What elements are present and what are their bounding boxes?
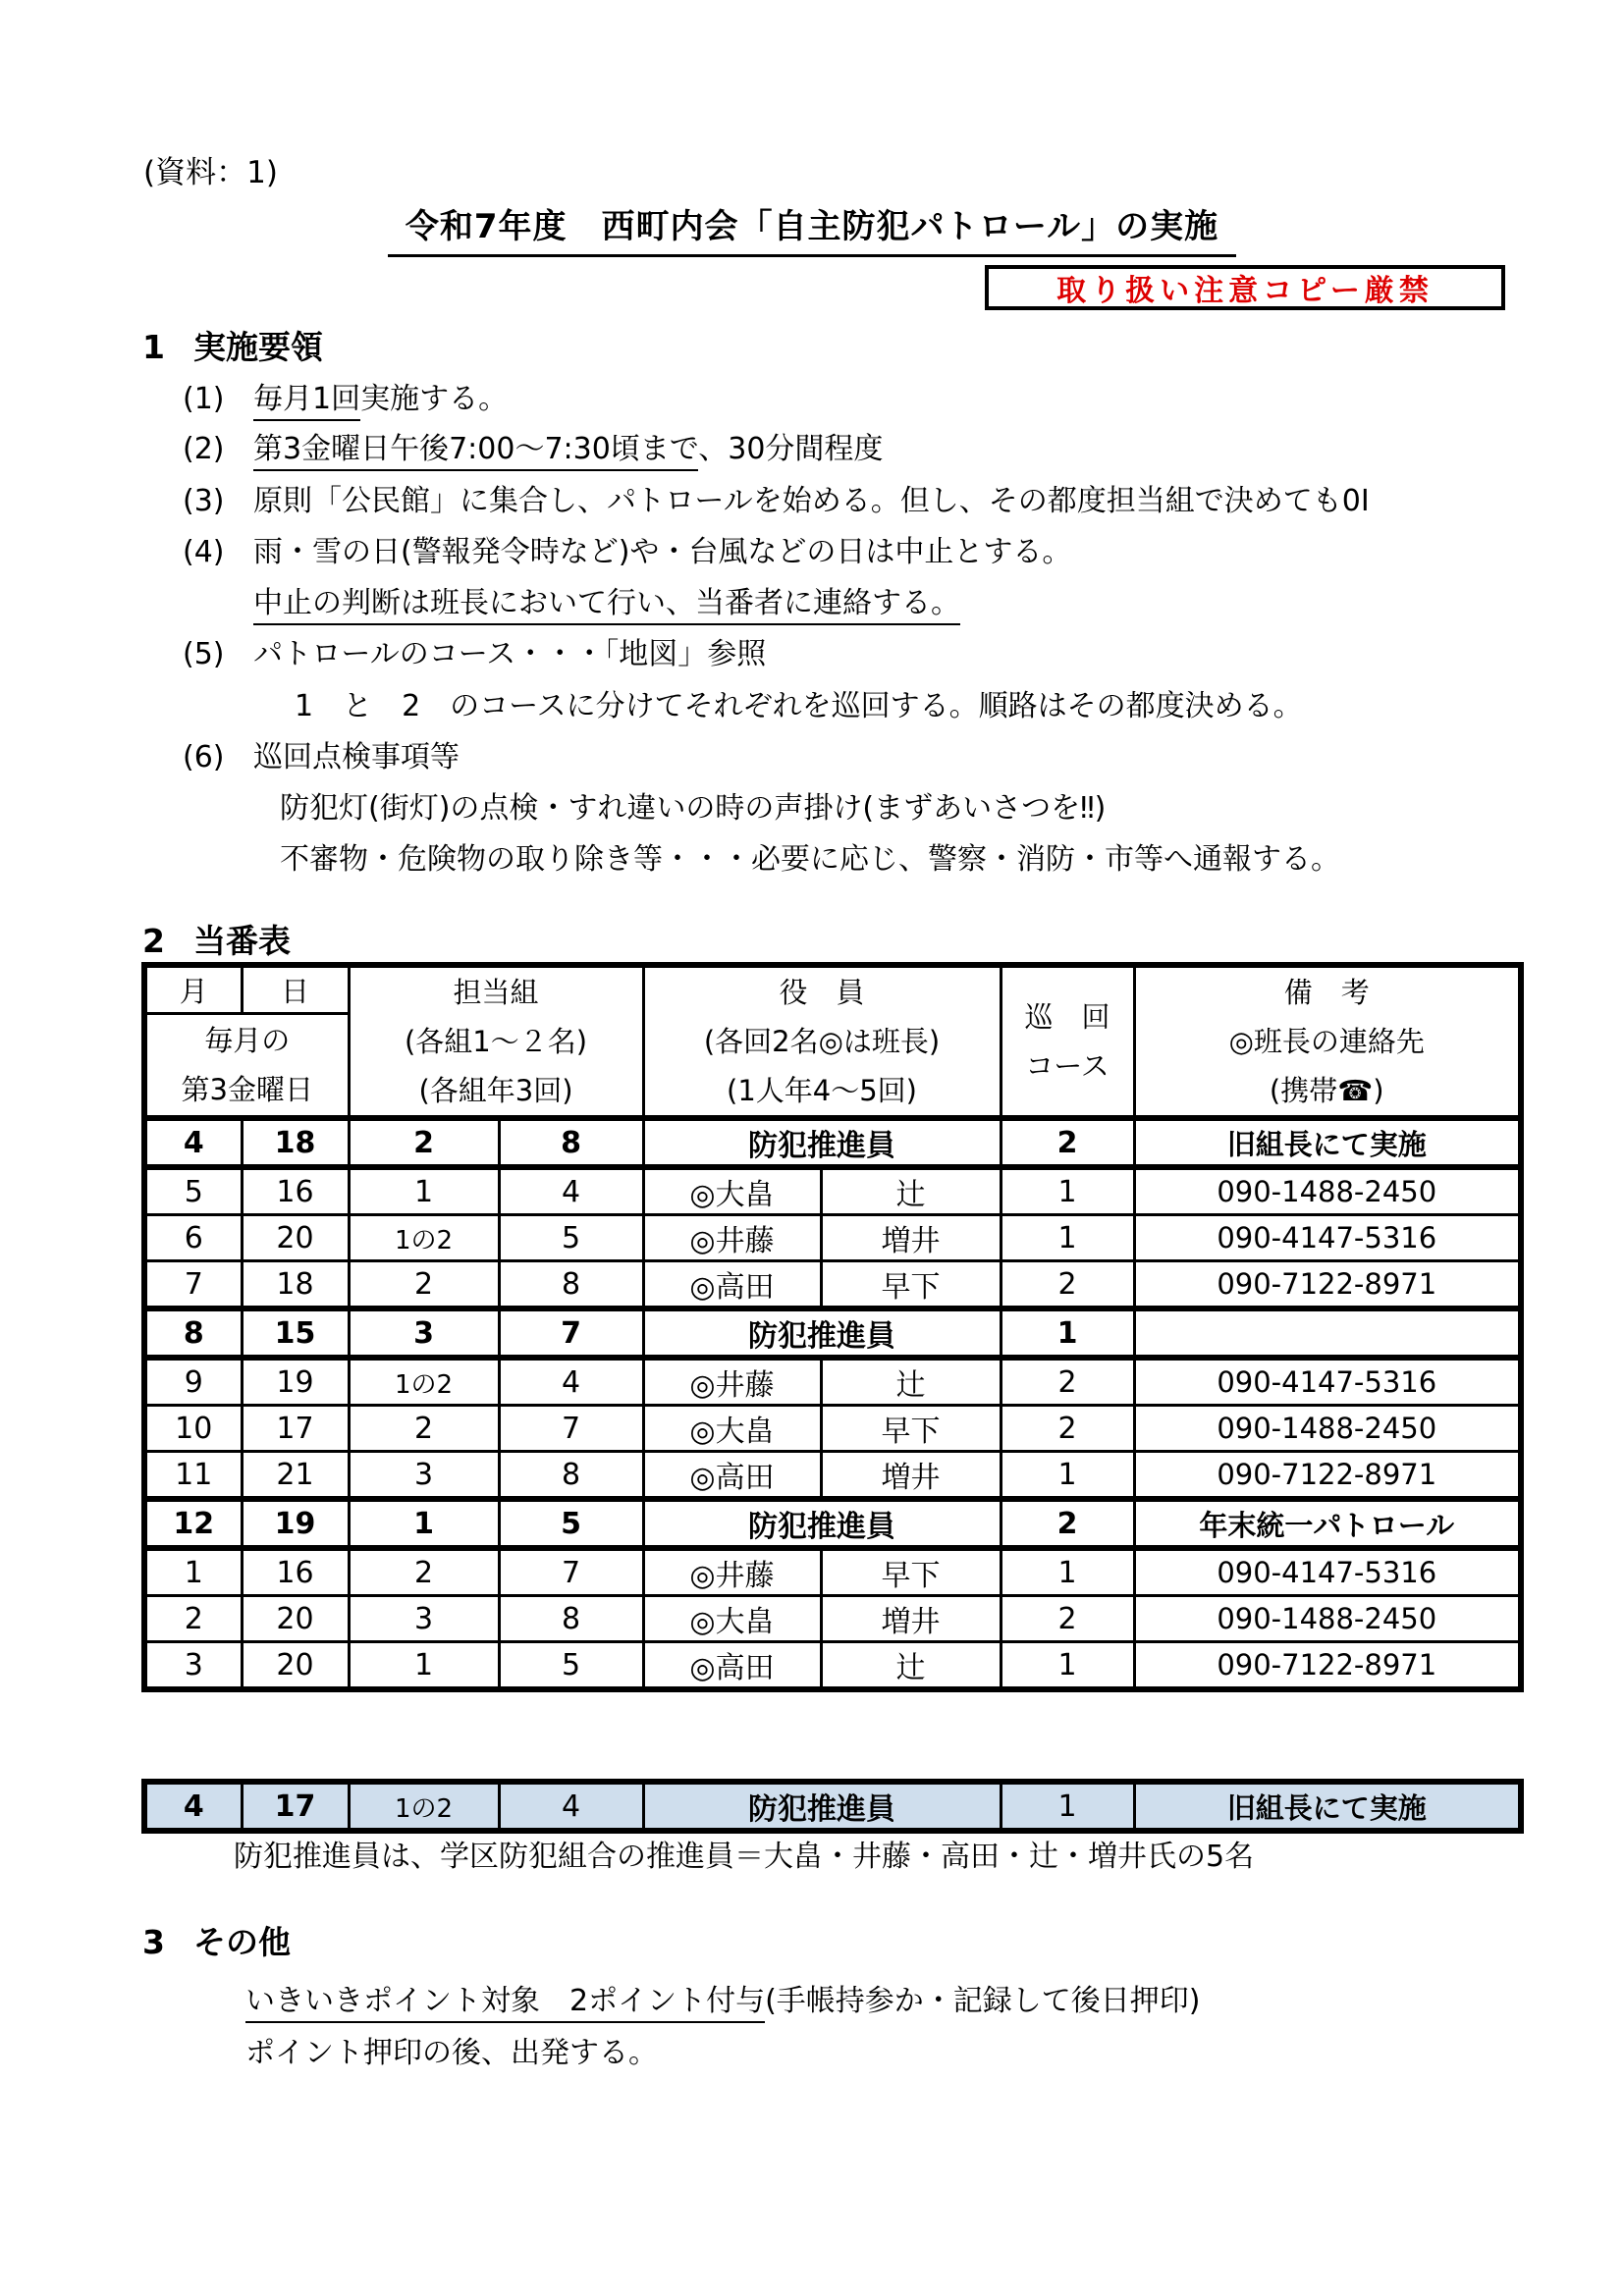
extra-month: 4 — [144, 1782, 242, 1831]
item-1-rest: 実施する。 — [360, 382, 509, 416]
item-5 — [183, 629, 766, 672]
header-group — [349, 965, 643, 1118]
duty-row — [144, 1118, 1521, 1167]
cell-month: 7 — [144, 1261, 242, 1309]
duty-row — [144, 1642, 1521, 1690]
cell-leader: ◎大畠 — [643, 1406, 821, 1452]
item-6-subline-1: 防犯灯(街灯)の点検・すれ違いの時の声掛け(まずあいさつを‼) — [280, 791, 1107, 826]
title-row — [0, 199, 1624, 257]
section3-line1-underlined: いきいきポイント対象 2ポイント付与 — [245, 1984, 765, 2023]
cell-note: 090-4147-5316 — [1134, 1548, 1521, 1596]
header-row-top — [144, 965, 1521, 1013]
cell-day: 21 — [242, 1452, 349, 1500]
cell-member: 辻 — [821, 1358, 1001, 1406]
cell-group1: 1の2 — [349, 1215, 499, 1261]
duty-row — [144, 1548, 1521, 1596]
cell-day: 17 — [242, 1406, 349, 1452]
cell-course: 1 — [1001, 1548, 1134, 1596]
cell-group1: 3 — [349, 1308, 499, 1358]
cell-course: 2 — [1001, 1118, 1134, 1167]
item-4-subline — [253, 578, 960, 621]
section3-title: その他 — [193, 1923, 291, 1961]
cell-leader: ◎井藤 — [643, 1548, 821, 1596]
cell-yakuin: 防犯推進員 — [643, 1499, 1001, 1548]
cell-note: 090-4147-5316 — [1134, 1358, 1521, 1406]
cell-day: 18 — [242, 1261, 349, 1309]
header-biko-line1: 備 考 — [1283, 976, 1370, 1009]
cell-group2: 4 — [499, 1167, 643, 1215]
cell-leader: ◎井藤 — [643, 1215, 821, 1261]
header-group-line3: (各組年3回) — [418, 1074, 573, 1107]
extra-group2: 4 — [499, 1782, 643, 1831]
item-6 — [183, 732, 460, 775]
next-year-row — [144, 1782, 1521, 1831]
cell-member: 辻 — [821, 1167, 1001, 1215]
table-footnote: 防犯推進員は、学区防犯組合の推進員＝大畠・井藤・高田・辻・増井氏の5名 — [234, 1840, 1255, 1874]
doc-reference: (資料：1) — [143, 155, 278, 190]
page-title: 令和7年度 西町内会「自主防犯パトロール」の実施 — [388, 199, 1236, 257]
duty-row — [144, 1596, 1521, 1642]
cell-month: 10 — [144, 1406, 242, 1452]
extra-note: 旧組長にて実施 — [1134, 1782, 1521, 1831]
cell-day: 20 — [242, 1596, 349, 1642]
section3-line1-rest: (手帳持参か・記録して後日押印) — [765, 1984, 1201, 2018]
section2-number: 2 — [142, 922, 165, 960]
cell-month: 12 — [144, 1499, 242, 1548]
header-biko — [1134, 965, 1521, 1118]
section1-title: 実施要領 — [193, 328, 323, 366]
item-3 — [183, 476, 1370, 519]
duty-row — [144, 1167, 1521, 1215]
cell-note — [1134, 1308, 1521, 1358]
cell-day: 18 — [242, 1118, 349, 1167]
duty-row — [144, 1406, 1521, 1452]
section3-heading — [142, 1917, 291, 1963]
cell-member: 増井 — [821, 1215, 1001, 1261]
cell-group1: 2 — [349, 1118, 499, 1167]
section1-heading — [142, 322, 323, 368]
item-6-number: (6) — [183, 740, 225, 774]
duty-row — [144, 1261, 1521, 1309]
cell-member: 早下 — [821, 1261, 1001, 1309]
cell-group2: 7 — [499, 1548, 643, 1596]
duty-row — [144, 1215, 1521, 1261]
cell-note: 090-7122-8971 — [1134, 1261, 1521, 1309]
cell-note: 090-7122-8971 — [1134, 1452, 1521, 1500]
header-course — [1001, 965, 1134, 1118]
item-3-text: 原則「公民館」に集合し、パトロールを始める。但し、その都度担当組で決めても0I — [253, 484, 1370, 518]
cell-member: 早下 — [821, 1406, 1001, 1452]
cell-group2: 7 — [499, 1308, 643, 1358]
cell-course: 1 — [1001, 1167, 1134, 1215]
extra-yakuin: 防犯推進員 — [643, 1782, 1001, 1831]
cell-note: 年末統一パトロール — [1134, 1499, 1521, 1548]
cell-member: 早下 — [821, 1548, 1001, 1596]
cell-course: 1 — [1001, 1452, 1134, 1500]
extra-course: 1 — [1001, 1782, 1134, 1831]
extra-day: 17 — [242, 1782, 349, 1831]
item-5-subline: 1 と 2 のコースに分けてそれぞれを巡回する。順路はその都度決める。 — [295, 689, 1303, 723]
cell-leader: ◎高田 — [643, 1452, 821, 1500]
duty-row — [144, 1499, 1521, 1548]
section3-line1 — [245, 1976, 1201, 2019]
header-yakuin-line3: (1人年4～5回) — [727, 1074, 917, 1107]
cell-note: 090-1488-2450 — [1134, 1167, 1521, 1215]
item-6-text: 巡回点検事項等 — [253, 740, 460, 774]
cell-group1: 3 — [349, 1452, 499, 1500]
cell-group2: 5 — [499, 1499, 643, 1548]
cell-note: 090-4147-5316 — [1134, 1215, 1521, 1261]
item-4-text: 雨・雪の日(警報発令時など)や・台風などの日は中止とする。 — [253, 535, 1072, 569]
cell-group2: 4 — [499, 1358, 643, 1406]
duty-row — [144, 1452, 1521, 1500]
cell-course: 2 — [1001, 1499, 1134, 1548]
cell-group2: 8 — [499, 1261, 643, 1309]
cell-course: 2 — [1001, 1261, 1134, 1309]
section1-number: 1 — [142, 328, 165, 366]
header-biko-line3: (携帯☎) — [1269, 1074, 1384, 1107]
item-2-underlined: 第3金曜日午後7:00～7:30頃まで — [253, 432, 698, 471]
cell-yakuin: 防犯推進員 — [643, 1118, 1001, 1167]
cell-group2: 8 — [499, 1452, 643, 1500]
header-yakuin — [643, 965, 1001, 1118]
header-biko-line2: ◎班長の連絡先 — [1228, 1025, 1425, 1058]
section3-number: 3 — [142, 1923, 165, 1961]
cell-leader: ◎高田 — [643, 1642, 821, 1690]
item-5-number: (5) — [183, 637, 225, 671]
item-2-rest: 、30分間程度 — [698, 432, 884, 466]
duty-table — [141, 962, 1524, 1692]
cell-member: 辻 — [821, 1642, 1001, 1690]
item-6-subline-2: 不審物・危険物の取り除き等・・・必要に応じ、警察・消防・市等へ通報する。 — [280, 842, 1340, 877]
cell-note: 旧組長にて実施 — [1134, 1118, 1521, 1167]
header-course-line2: コース — [1025, 1049, 1110, 1083]
cell-month: 9 — [144, 1358, 242, 1406]
cell-group1: 1の2 — [349, 1358, 499, 1406]
handling-notice-text: 取り扱い注意コピー厳禁 — [1056, 274, 1434, 308]
cell-note: 090-7122-8971 — [1134, 1642, 1521, 1690]
header-monthday — [144, 1013, 349, 1118]
cell-course: 1 — [1001, 1215, 1134, 1261]
cell-day: 20 — [242, 1215, 349, 1261]
cell-member: 増井 — [821, 1452, 1001, 1500]
item-1-number: (1) — [183, 382, 225, 416]
header-monthday-line1: 毎月の — [204, 1023, 291, 1057]
cell-group1: 3 — [349, 1596, 499, 1642]
cell-group2: 7 — [499, 1406, 643, 1452]
cell-leader: ◎高田 — [643, 1261, 821, 1309]
handling-notice-box — [985, 265, 1505, 310]
cell-month: 2 — [144, 1596, 242, 1642]
item-1 — [183, 374, 508, 417]
cell-leader: ◎大畠 — [643, 1596, 821, 1642]
cell-group1: 1 — [349, 1167, 499, 1215]
cell-day: 20 — [242, 1642, 349, 1690]
cell-month: 4 — [144, 1118, 242, 1167]
cell-course: 2 — [1001, 1596, 1134, 1642]
header-month: 月 — [144, 965, 242, 1013]
duty-row — [144, 1308, 1521, 1358]
cell-group1: 2 — [349, 1406, 499, 1452]
next-year-row-table — [141, 1779, 1524, 1834]
section2-heading — [142, 916, 291, 962]
header-yakuin-line1: 役 員 — [779, 976, 865, 1009]
cell-course: 2 — [1001, 1358, 1134, 1406]
cell-note: 090-1488-2450 — [1134, 1406, 1521, 1452]
item-2-number: (2) — [183, 432, 225, 466]
duty-row — [144, 1358, 1521, 1406]
section3-line2: ポイント押印の後、出発する。 — [245, 2036, 658, 2070]
cell-group1: 2 — [349, 1548, 499, 1596]
item-5-text: パトロールのコース・・・「地図」参照 — [253, 637, 767, 671]
cell-note: 090-1488-2450 — [1134, 1596, 1521, 1642]
cell-member: 増井 — [821, 1596, 1001, 1642]
cell-month: 3 — [144, 1642, 242, 1690]
cell-day: 19 — [242, 1358, 349, 1406]
item-4-number: (4) — [183, 535, 225, 569]
cell-group2: 5 — [499, 1642, 643, 1690]
cell-group1: 1 — [349, 1642, 499, 1690]
cell-day: 16 — [242, 1548, 349, 1596]
cell-yakuin: 防犯推進員 — [643, 1308, 1001, 1358]
item-4-sub-underlined: 中止の判断は班長において行い、当番者に連絡する。 — [253, 586, 960, 625]
cell-group1: 1 — [349, 1499, 499, 1548]
section2-title: 当番表 — [193, 922, 291, 960]
header-monthday-line2: 第3金曜日 — [181, 1072, 313, 1106]
header-day: 日 — [242, 965, 349, 1013]
cell-course: 1 — [1001, 1642, 1134, 1690]
cell-month: 8 — [144, 1308, 242, 1358]
cell-month: 1 — [144, 1548, 242, 1596]
cell-group2: 5 — [499, 1215, 643, 1261]
cell-leader: ◎大畠 — [643, 1167, 821, 1215]
cell-group2: 8 — [499, 1596, 643, 1642]
header-group-line1: 担当組 — [453, 976, 539, 1009]
cell-day: 19 — [242, 1499, 349, 1548]
cell-day: 15 — [242, 1308, 349, 1358]
header-yakuin-line2: (各回2名◎は班長) — [703, 1025, 941, 1058]
cell-month: 6 — [144, 1215, 242, 1261]
cell-group1: 2 — [349, 1261, 499, 1309]
header-course-line1: 巡 回 — [1024, 1000, 1110, 1034]
header-group-line2: (各組1～２名) — [404, 1025, 588, 1058]
duty-table-header — [144, 965, 1521, 1118]
cell-leader: ◎井藤 — [643, 1358, 821, 1406]
item-1-underlined: 毎月1回 — [253, 382, 360, 421]
cell-month: 11 — [144, 1452, 242, 1500]
item-3-number: (3) — [183, 484, 225, 518]
cell-course: 2 — [1001, 1406, 1134, 1452]
cell-course: 1 — [1001, 1308, 1134, 1358]
duty-table-body — [144, 1118, 1521, 1689]
item-4 — [183, 527, 1071, 570]
item-2 — [183, 424, 883, 467]
cell-day: 16 — [242, 1167, 349, 1215]
cell-month: 5 — [144, 1167, 242, 1215]
extra-group1: 1の2 — [349, 1782, 499, 1831]
cell-group2: 8 — [499, 1118, 643, 1167]
